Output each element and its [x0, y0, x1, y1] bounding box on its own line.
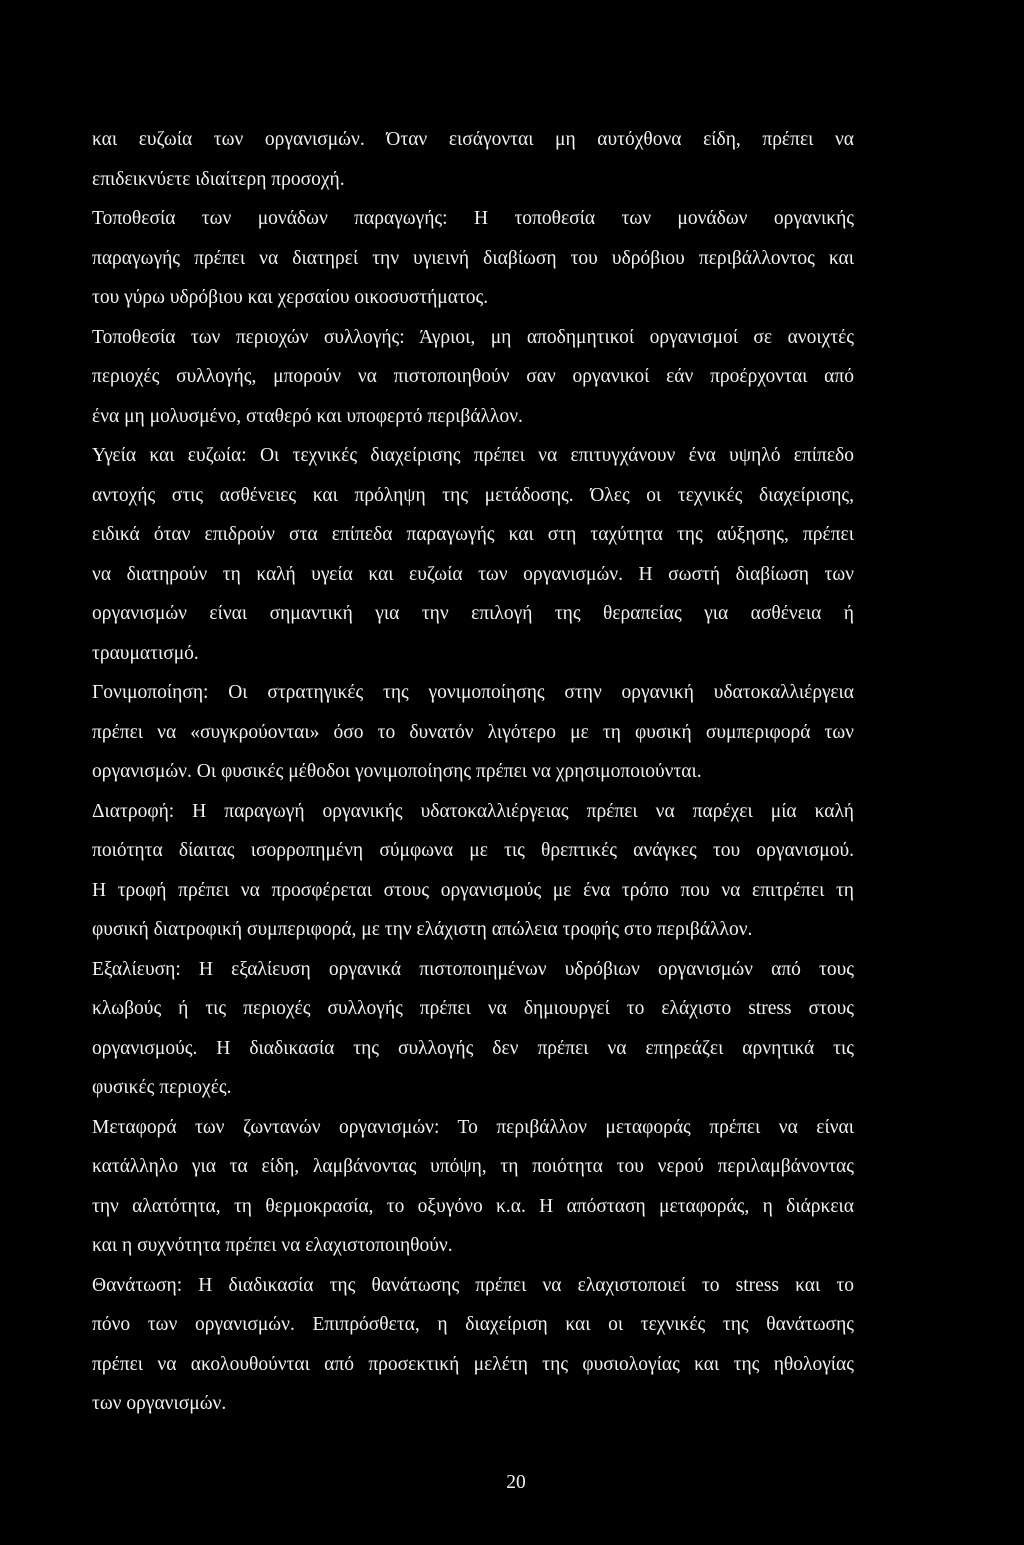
text-line: Υγεία και ευζωία: Οι τεχνικές διαχείρισης πρέπει να επιτυγχάνουν ένα υψηλό επίπεδο — [92, 445, 854, 466]
text-line: κλωβούς ή τις περιοχές συλλογής πρέπει να δημιουργεί το ελάχιστο stress στους — [92, 998, 854, 1019]
text-line: Η τροφή πρέπει να προσφέρεται στους οργανισμούς με ένα τρόπο που να επιτρέπει τη — [92, 879, 854, 901]
text-line: την αλατότητα, τη θερμοκρασία, το οξυγόνο κ.α. Η απόσταση μεταφοράς, η διάρκεια — [92, 1195, 854, 1217]
text-line: περιοχές συλλογής, μπορούν να πιστοποιηθούν σαν οργανικοί εάν προέρχονται από — [92, 366, 854, 387]
text-line: πόνο των οργανισμών. Επιπρόσθετα, η διαχείριση και οι τεχνικές της θανάτωσης — [92, 1314, 854, 1335]
text-line: οργανισμών. Οι φυσικές μέθοδοι γονιμοποίησης πρέπει να χρησιμοποιούνται. — [92, 761, 702, 782]
text-line: να διατηρούν τη καλή υγεία και ευζωία των οργανισμών. Η σωστή διαβίωση των — [92, 563, 854, 585]
text-line: επιδεικνύετε ιδιαίτερη προσοχή. — [92, 168, 345, 190]
text-line: και ευζωία των οργανισμών. Όταν εισάγονται μη αυτόχθονα είδη, πρέπει να — [92, 129, 854, 150]
text-line: οργανισμούς. Η διαδικασία της συλλογής δεν πρέπει να επηρεάζει αρνητικά τις — [92, 1037, 854, 1059]
text-line: πρέπει να ακολουθούνται από προσεκτική μελέτη της φυσιολογίας και της ηθολογίας — [92, 1353, 854, 1375]
text-line: τραυματισμό. — [92, 642, 199, 664]
text-line: ειδικά όταν επιδρούν στα επίπεδα παραγωγής και στη ταχύτητα της αύξησης, πρέπει — [92, 524, 854, 545]
text-line: ένα μη μολυσμένο, σταθερό και υποφερτό περιβάλλον. — [92, 405, 523, 427]
document-body — [92, 120, 854, 1424]
text-line: οργανισμών είναι σημαντική για την επιλογή της θεραπείας για ασθένεια ή — [92, 603, 854, 624]
text-line: φυσική διατροφική συμπεριφορά, με την ελάχιστη απώλεια τροφής στο περιβάλλον. — [92, 919, 753, 940]
text-line: Διατροφή: Η παραγωγή οργανικής υδατοκαλλιέργειας πρέπει να παρέχει μία καλή — [92, 800, 854, 822]
text-line: και η συχνότητα πρέπει να ελαχιστοποιηθούν. — [92, 1235, 453, 1256]
text-line: Εξαλίευση: Η εξαλίευση οργανικά πιστοποιημένων υδρόβιων οργανισμών από τους — [92, 958, 854, 980]
text-line: των οργανισμών. — [92, 1393, 227, 1414]
text-line: πρέπει να «συγκρούονται» όσο το δυνατόν λιγότερο με τη φυσική συμπεριφορά των — [92, 721, 854, 743]
text-line: αντοχής στις ασθένειες και πρόληψη της μετάδοσης. Όλες οι τεχνικές διαχείρισης, — [92, 484, 854, 506]
text-line: ποιότητα δίαιτας ισορροπημένη σύμφωνα με τις θρεπτικές ανάγκες του οργανισμού. — [92, 840, 854, 861]
page-number: 20 — [506, 1472, 526, 1493]
text-line: Θανάτωση: Η διαδικασία της θανάτωσης πρέπει να ελαχιστοποιεί το stress και το — [92, 1274, 854, 1296]
text-line: Τοποθεσία των μονάδων παραγωγής: Η τοποθεσία των μονάδων οργανικής — [92, 208, 854, 229]
text-line: Τοποθεσία των περιοχών συλλογής: Άγριοι, μη αποδημητικοί οργανισμοί σε ανοιχτές — [92, 326, 854, 348]
text-line: Γονιμοποίηση: Οι στρατηγικές της γονιμοποίησης στην οργανική υδατοκαλλιέργεια — [92, 682, 854, 703]
text-line: παραγωγής πρέπει να διατηρεί την υγιεινή διαβίωση του υδρόβιου περιβάλλοντος και — [92, 247, 854, 269]
text-line: φυσικές περιοχές. — [92, 1077, 232, 1098]
text-line: Μεταφορά των ζωντανών οργανισμών: Το περιβάλλον μεταφοράς πρέπει να είναι — [92, 1116, 854, 1138]
text-line: του γύρω υδρόβιου και χερσαίου οικοσυστήματος. — [92, 287, 489, 308]
text-line: κατάλληλο για τα είδη, λαμβάνοντας υπόψη, τη ποιότητα του νερού περιλαμβάνοντας — [92, 1156, 854, 1177]
